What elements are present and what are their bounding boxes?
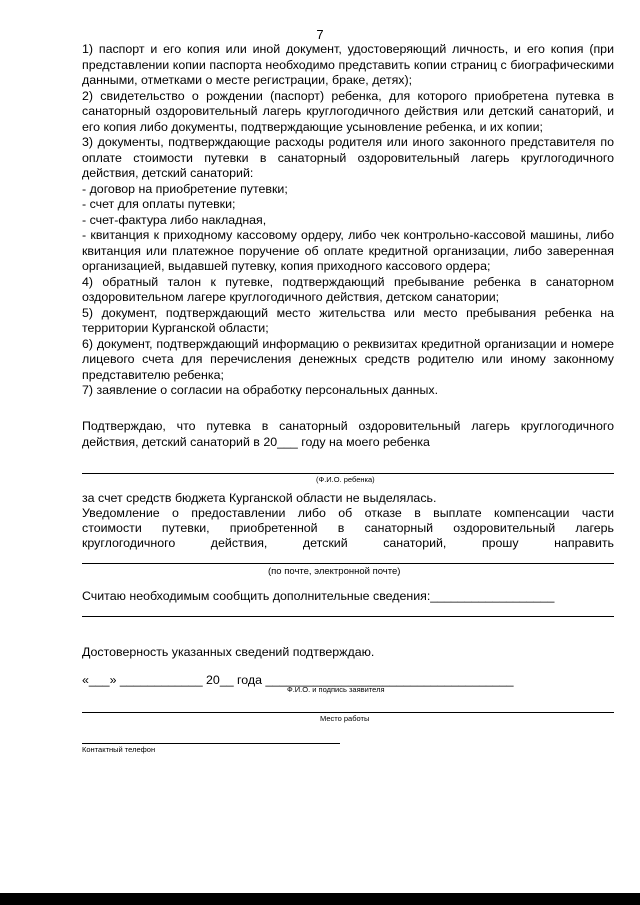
workplace-field[interactable] <box>82 712 614 713</box>
list-item: 7) заявление о согласии на обработку персональных данных. <box>82 383 439 397</box>
notice-line-1: Уведомление о предоставлении либо об отказе в выплате компенсации части <box>82 506 614 520</box>
budget-text: за счет средств бюджета Курганской области не выделялась. <box>82 491 437 505</box>
confirm-line-2: действия, детский санаторий в 20___ году на моего ребенка <box>82 435 430 449</box>
phone-caption: Контактный телефон <box>82 745 156 754</box>
scan-border <box>0 893 640 905</box>
delivery-method-caption: (по почте, электронной почте) <box>268 566 401 577</box>
additional-info-field[interactable] <box>82 616 614 617</box>
additional-info-label: Считаю необходимым сообщить дополнительные сведения:__________________ <box>82 589 555 603</box>
page-number: 7 <box>316 27 324 42</box>
phone-field[interactable] <box>82 743 340 744</box>
notice-line-2: стоимости путевки, приобретенной в санаторный оздоровительный лагерь <box>82 521 614 535</box>
authenticity-statement: Достоверность указанных сведений подтверждаю. <box>82 645 375 659</box>
list-item: - счет для оплаты путевки; <box>82 197 236 211</box>
list-item: - квитанция к приходному кассовому ордеру, либо чек контрольно-кассовой машины, либо квитанция или платежное поручение об оплате кредитной организации, либо заверенная организацией, выдавшей путевку, копия приходного кассового ордера; <box>82 228 614 273</box>
child-name-field[interactable] <box>82 473 614 474</box>
confirm-line-1: Подтверждаю, что путевка в санаторный оздоровительный лагерь круглогодичного <box>82 419 614 433</box>
list-item: 6) документ, подтверждающий информацию о реквизитах кредитной организации и номере лицевого счета для перечисления денежных средств родителю или иному законному представителю ребенка; <box>82 336 614 382</box>
list-item: - договор на приобретение путевки; <box>82 181 288 196</box>
child-name-caption: (Ф.И.О. ребенка) <box>316 475 375 484</box>
list-item: 3) документы, подтверждающие расходы родителя или иного законного представителя по оплате стоимости путевки в санаторный оздоровительный лагерь круглогодичного действия, детский санаторий: <box>82 135 614 180</box>
list-item: 1) паспорт и его копия или иной документ, удостоверяющий личность, и его копия (при представлении копии паспорта необходимо представить копии страниц с биографическими данными, отметками о месте регистрации, браке, детях); <box>82 42 614 87</box>
list-item: - счет-фактура либо накладная, <box>82 212 267 227</box>
date-signature-line[interactable]: «___» ____________ 20__ года ____________________________________ <box>82 673 514 687</box>
workplace-caption: Место работы <box>320 714 370 723</box>
list-item: 2) свидетельство о рождении (паспорт) ребенка, для которого приобретена путевка в санаторный оздоровительный лагерь круглогодичного действия или детский санаторий, и его копия либо документы, подтверждающие усыновление ребенка, и их копии; <box>82 88 614 134</box>
required-documents-list <box>82 42 614 399</box>
list-item: 5) документ, подтверждающий место жительства или место пребывания ребенка на территории Курганской области; <box>82 305 614 335</box>
list-item: 4) обратный талон к путевке, подтверждающий пребывание ребенка в санаторном оздоровительном лагере круглогодичного действия, детском санатории; <box>82 274 614 304</box>
signature-caption: Ф.И.О. и подпись заявителя <box>287 685 385 694</box>
delivery-method-field[interactable] <box>82 563 614 564</box>
notice-line-3: круглогодичного действия, детский санаторий, прошу направить <box>82 536 614 550</box>
